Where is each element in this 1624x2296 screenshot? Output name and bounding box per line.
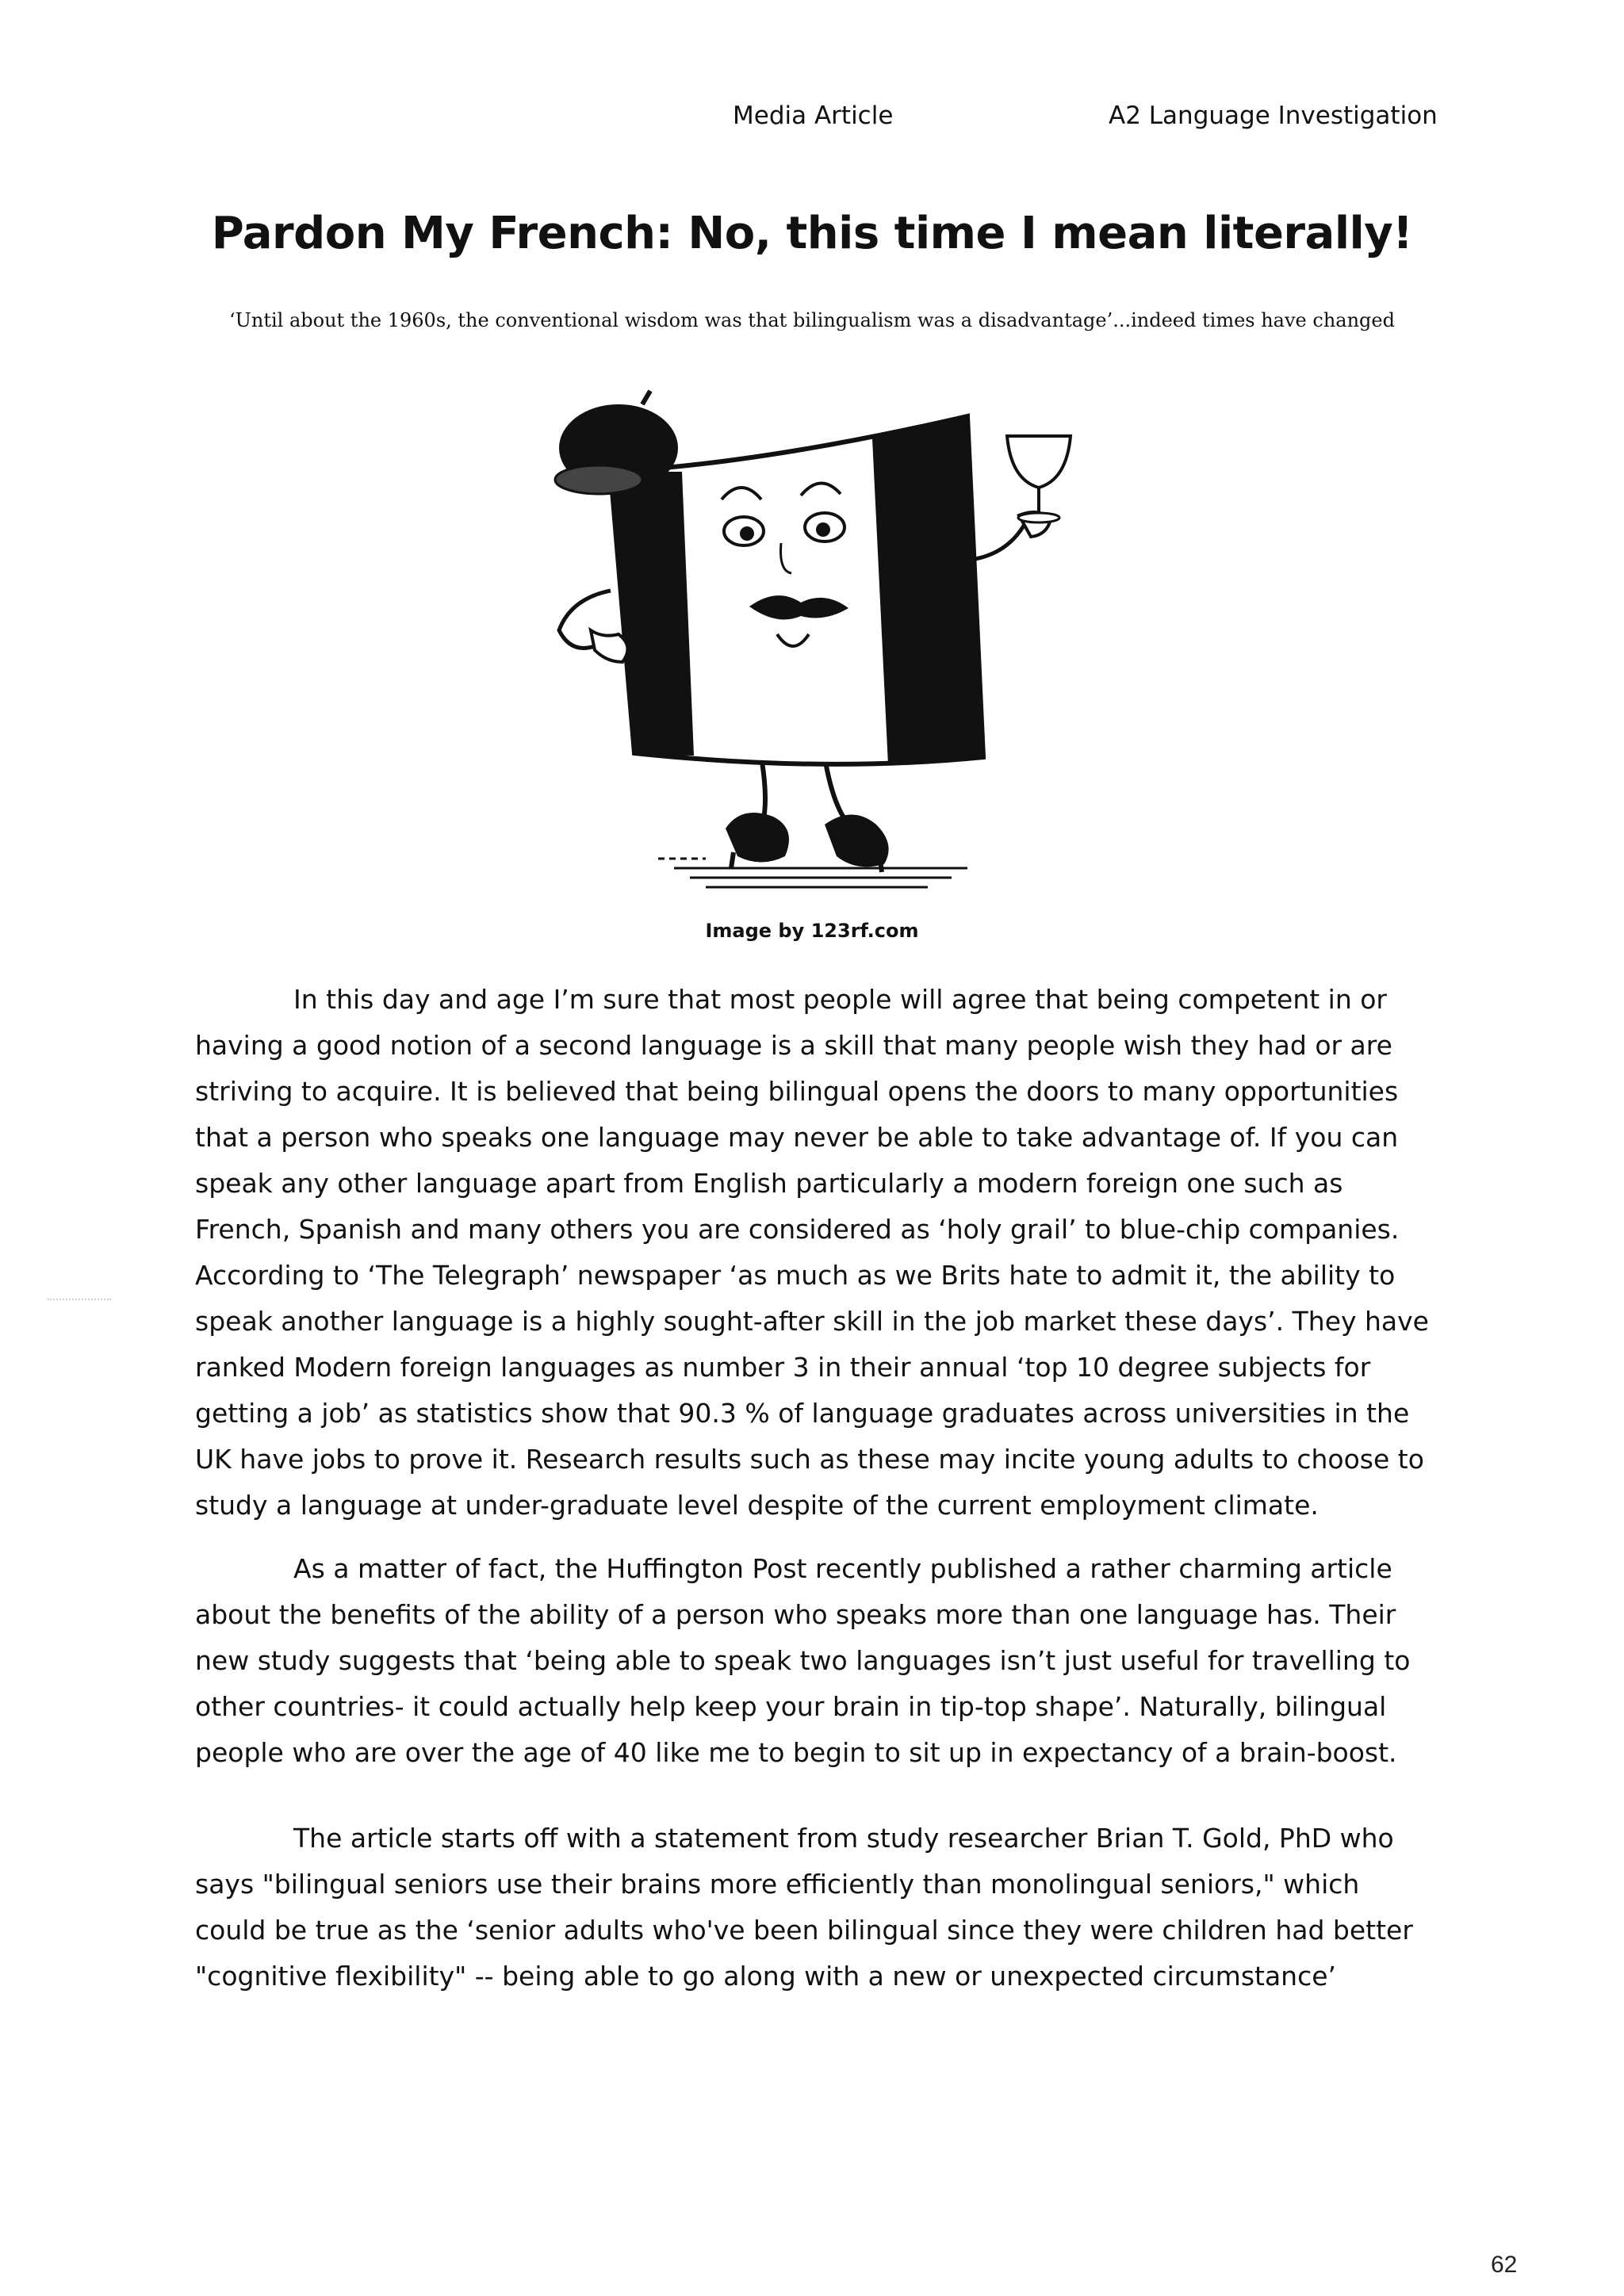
running-header <box>0 101 1624 141</box>
body-paragraph: The article starts off with a statement from study researcher Brian T. Gold, PhD who says "bilingual seniors use their brains more efficiently than monolingual seniors," which could be true as the ‘senior adults who've been bilingual since they were children had better "cognitive flexibility" -- being able to go along with a new or unexpected circumstance’ <box>195 1823 1413 1992</box>
ground-lines <box>658 859 967 887</box>
header-section-label: Media Article <box>733 101 894 130</box>
article-title: Pardon My French: No, this time I mean literally! <box>211 208 1413 259</box>
body-paragraph: In this day and age I’m sure that most people will agree that being competent in or having a good notion of a second language is a skill that many people wish they had or are striving to acquire. It is believed that being bilingual opens the doors to many opportunities that a person who speaks one language may never be able to take advantage of. If you can speak any other language apart from English particularly a modern foreign one such as French, Spanish and many others you are considered as ‘holy grail’ to blue-chip companies. According to ‘The Telegraph’ newspaper ‘as much as we Brits hate to admit it, the ability to speak another language is a highly sought-after skill in the job market these days’. They have ranked Modern foreign languages as number 3 in their annual ‘top 10 degree subjects for getting a job’ as statistics show that 90.3 % of language graduates across universities in the UK have jobs to prove it. Research results such as these may incite young adults to choose to study a language at under-graduate level despite of the current employment climate. <box>195 984 1429 1521</box>
article-standfirst: ‘Until about the 1960s, the conventional wisdom was that bilingualism was a disadvantage’...indeed times have changed <box>229 309 1395 331</box>
page-number: 62 <box>1491 2252 1518 2278</box>
image-caption: Image by 123rf.com <box>705 920 919 942</box>
body-paragraph: As a matter of fact, the Huffington Post recently published a rather charming article about the benefits of the ability of a person who speaks more than one language has. Their new study suggests that ‘being able to speak two languages isn’t just useful for travelling to other countries- it could actually help keep your brain in tip-top shape’. Naturally, bilingual people who are over the age of 40 like me to begin to sit up in expectancy of a brain-boost. <box>195 1553 1411 1768</box>
header-course-label: A2 Language Investigation <box>1109 101 1438 130</box>
french-flag-cartoon-image <box>523 361 1126 916</box>
scan-artifact <box>48 1299 111 1302</box>
